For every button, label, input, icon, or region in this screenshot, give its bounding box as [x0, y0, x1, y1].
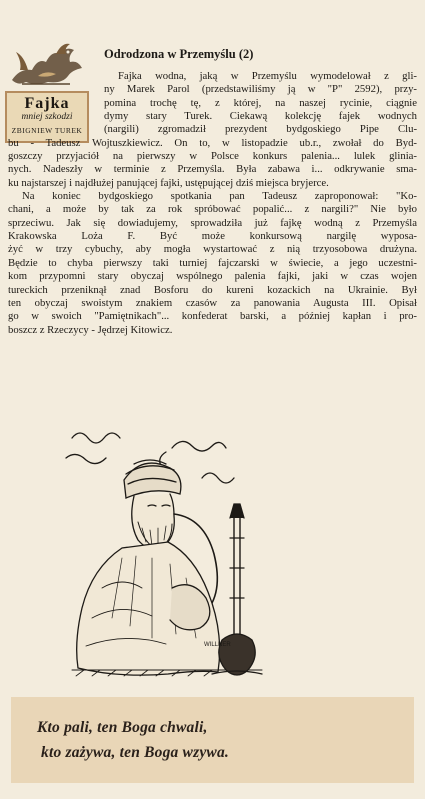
text-line: kom przypomni stary obyczaj wspólnego palenia fajki, jaki w czas wojen [8, 270, 417, 283]
text-line: pomina trochę tę, z której, na naszej rycinie, ciągnie [104, 96, 417, 109]
text-line: boszcz z Rzeczycy - Jędrzej Kitowicz. [8, 323, 173, 336]
text-line: chani, a może by tak za rok spróbować popalić... z nargili?" Nie było [8, 203, 417, 216]
article-title: Odrodzona w Przemyślu (2) [104, 47, 254, 61]
text-line: żyć w trzy cybuchy, aby mogła wystartować z nią trzyosobowa drużyna. [8, 243, 417, 256]
text-line: Krakowska Loża F. Być może konkursową nargilę wyposa- [8, 230, 417, 243]
text-line: Na koniec bydgoskiego spotkania pan Tadeusz zaproponował: "Ko- [22, 190, 417, 203]
text-line: go w swoich "Pamiętnikach"... konfederat barski, a później kapłan i pro- [8, 310, 417, 323]
text-line: sprzeciwu. Jak się dowiadujemy, sprowadziła już fajkę wodną z Przemyśla [8, 216, 417, 229]
text-line: ten obyczaj swoistym znakiem czasów za panowania Augusta III. Opisał [8, 296, 417, 309]
quote-line-1: Kto pali, ten Boga chwali, [37, 719, 208, 736]
text-line: Będzie to chyba pierwszy taki turniej fajczarski w świecie, a jego uczestni- [8, 256, 417, 269]
text-line: (nargili) zgromadził prezydent bydgoskiego Pipe Clu- [104, 123, 417, 136]
column-subtitle: mniej szkodzi [21, 112, 73, 122]
text-line: ku najstarszej i najdłużej panującej fajki, ustępującej dziś miejsca bryjerce. [8, 176, 329, 189]
column-title: Fajka [24, 95, 70, 112]
illustration-signature: WILLNER [204, 642, 231, 648]
text-line: goszczy przyjaciół na pierwszy w Polsce konkurs palenia... lulek glinia- [8, 150, 417, 163]
text-line: bu - Tadeusz Wojtuszkiewicz. On to, w listopadzie ub.r., zwołał do Byd- [8, 136, 417, 149]
text-line: dymy stary Turek. Ciekawą kolekcję fajek wodnych [104, 110, 417, 123]
column-author: ZBIGNIEW TUREK [11, 126, 83, 135]
quote-line-2: kto zażywa, ten Boga wzywa. [41, 744, 229, 761]
article-body [8, 70, 417, 337]
quote-box [11, 697, 414, 783]
text-line: Fajka wodna, jaką w Przemyślu wymodelował z gli- [118, 70, 417, 82]
text-line: tureckich przeniknął znad Bosforu do kureni kozackich na Ukrainie. Był [8, 283, 417, 296]
text-line: nych. Nadeszły w terminie z Przemyśla. Była zabawa i... odkrywanie sma- [8, 163, 417, 176]
text-line: ny Marek Parol (przedstawiliśmy ją w "P" 2592), przy- [104, 83, 417, 96]
hookah-smoker-illustration [62, 418, 302, 690]
